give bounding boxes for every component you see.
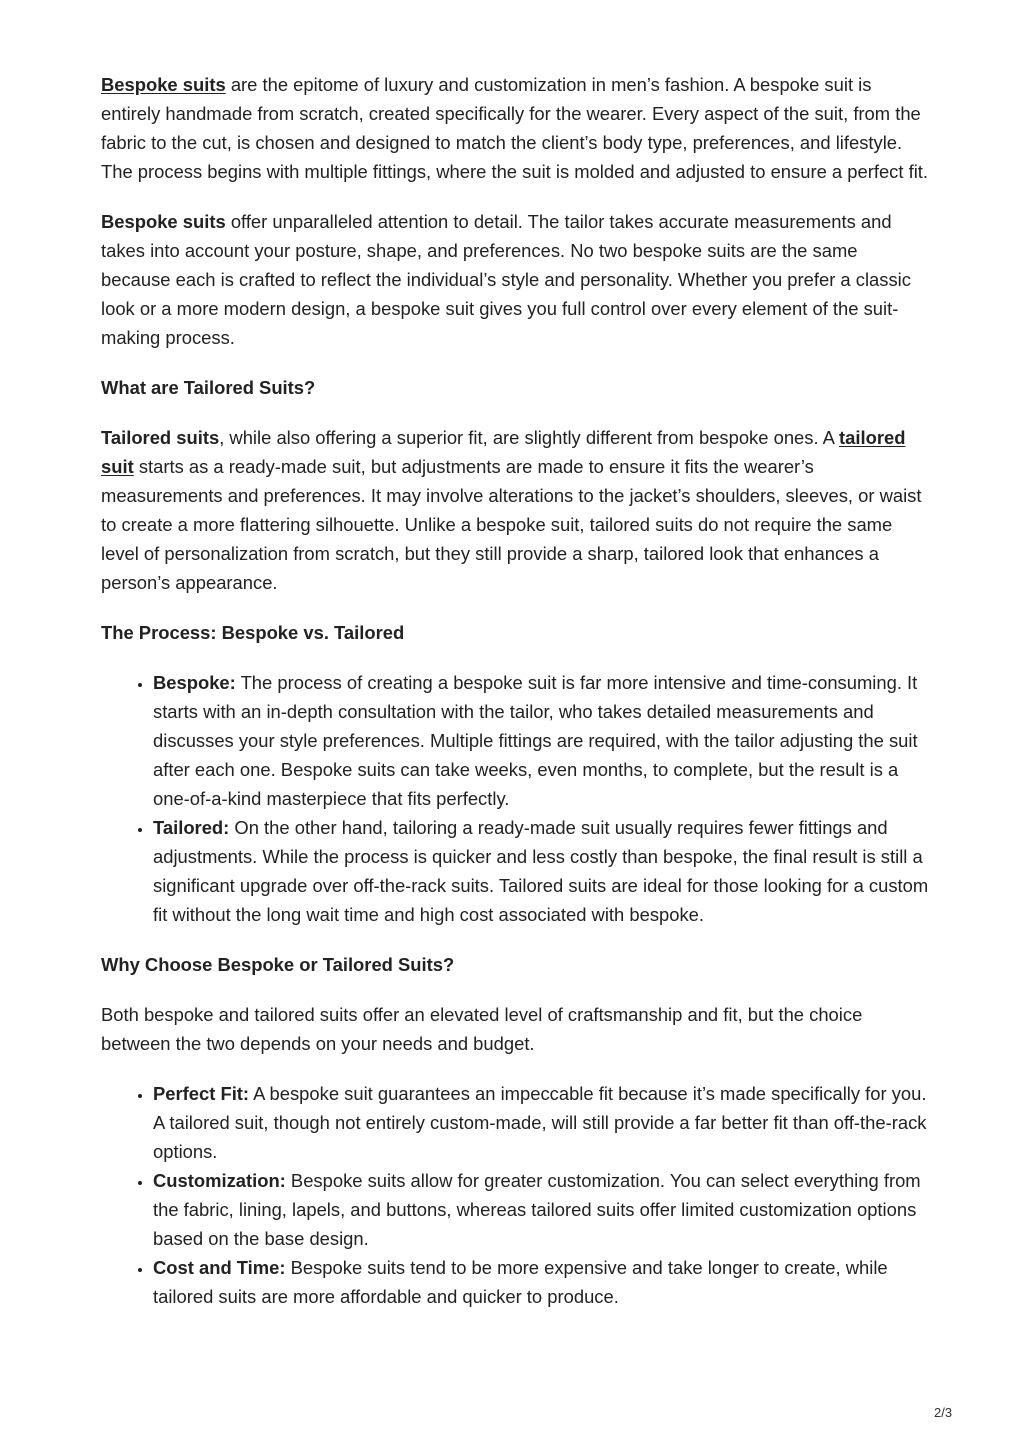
list-item-label: Customization: (153, 1170, 286, 1191)
list-item-label: Bespoke: (153, 672, 236, 693)
list-item-text: The process of creating a bespoke suit is far more intensive and time-consuming. It starts with an in-depth consultation with the tailor, who takes detailed measurements and discusses your style preferences. Multiple fittings are required, with the tailor adjusting the suit after each one. Bespoke suits can take weeks, even months, to complete, but the result is a one-of-a-kind masterpiece that fits perfectly. (153, 672, 918, 809)
page-number: 2/3 (934, 1405, 953, 1420)
paragraph-text: are the epitome of luxury and customization in men’s fashion. A bespoke suit is entirely handmade from scratch, created specifically for the wearer. Every aspect of the suit, from the fabric to the cut, is chosen and designed to match the client’s body type, preferences, and lifestyle. The process begins with multiple fittings, where the suit is molded and adjusted to ensure a perfect fit. (101, 74, 928, 182)
list-item-text: A bespoke suit guarantees an impeccable fit because it’s made specifically for you. A tailored suit, though not entirely custom-made, will still provide a far better fit than off-the-rack options. (153, 1083, 927, 1162)
heading-tailored-suits: What are Tailored Suits? (101, 377, 316, 398)
paragraph-text: , while also offering a superior fit, are slightly different from bespoke ones. A (219, 427, 840, 448)
article-body (101, 70, 931, 1332)
bold-term: Tailored suits (101, 427, 220, 448)
list-item-label: Tailored: (153, 817, 230, 838)
list-item (153, 1079, 931, 1166)
list-item (153, 668, 931, 813)
tailored-suit-link[interactable]: tailored suit (101, 427, 906, 477)
paragraph-tailored-intro (101, 423, 931, 597)
paragraph-text: offer unparalleled attention to detail. The tailor takes accurate measurements and takes into account your posture, shape, and preferences. No two bespoke suits are the same because each is crafted to reflect the individual’s style and personality. Whether you prefer a classic look or a more modern design, a bespoke suit gives you full control over every element of the suit-making process. (101, 211, 911, 348)
list-item-label: Perfect Fit: (153, 1083, 250, 1104)
list-item-text: On the other hand, tailoring a ready-made suit usually requires fewer fittings and adjustments. While the process is quicker and less costly than bespoke, the final result is still a significant upgrade over off-the-rack suits. Tailored suits are ideal for those looking for a custom fit without the long wait time and high cost associated with bespoke. (153, 817, 929, 925)
list-item (153, 1253, 931, 1311)
list-item (153, 813, 931, 929)
list-item-text: Bespoke suits tend to be more expensive and take longer to create, while tailored suits are more affordable and quicker to produce. (153, 1257, 888, 1307)
paragraph-comparison: Both bespoke and tailored suits offer an elevated level of craftsmanship and fit, but the choice between the two depends on your needs and budget. (101, 1004, 863, 1054)
paragraph-bespoke-detail (101, 207, 931, 352)
bold-term: Bespoke suits (101, 211, 226, 232)
process-list (101, 668, 931, 929)
list-item (153, 1166, 931, 1253)
benefits-list (101, 1079, 931, 1311)
list-item-label: Cost and Time: (153, 1257, 286, 1278)
list-item-text: Bespoke suits allow for greater customization. You can select everything from the fabric, lining, lapels, and buttons, whereas tailored suits offer limited customization options based on the base design. (153, 1170, 921, 1249)
bespoke-suits-link[interactable]: Bespoke suits (101, 74, 226, 95)
heading-why-choose: Why Choose Bespoke or Tailored Suits? (101, 954, 455, 975)
paragraph-bespoke-intro (101, 70, 931, 186)
paragraph-text: starts as a ready-made suit, but adjustments are made to ensure it fits the wearer’s measurements and preferences. It may involve alterations to the jacket’s shoulders, sleeves, or waist to create a more flattering silhouette. Unlike a bespoke suit, tailored suits do not require the same level of personalization from scratch, but they still provide a sharp, tailored look that enhances a person’s appearance. (101, 456, 922, 593)
heading-process: The Process: Bespoke vs. Tailored (101, 622, 405, 643)
